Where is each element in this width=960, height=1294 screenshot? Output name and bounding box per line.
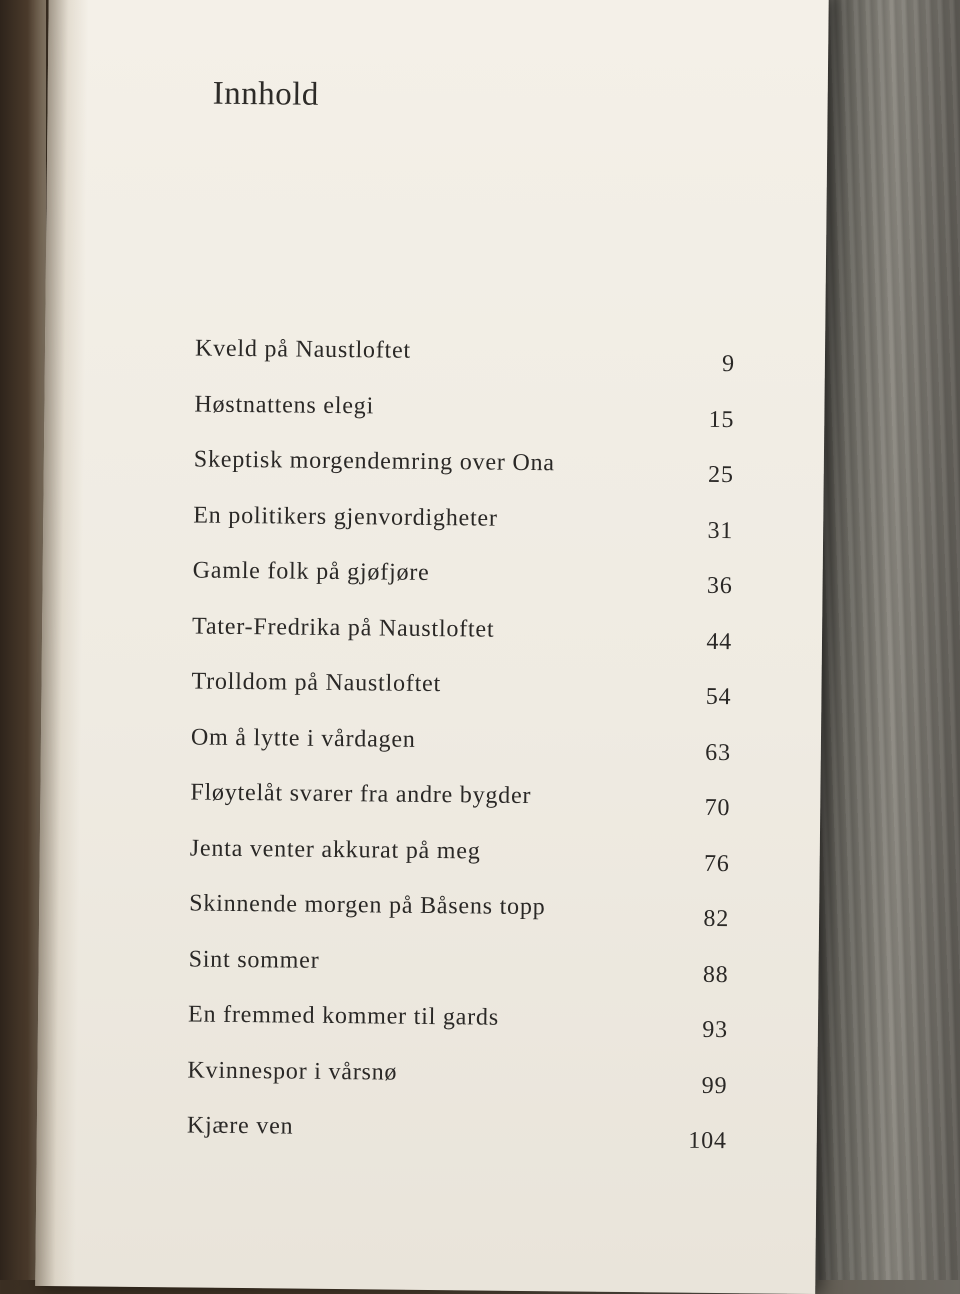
toc-entry-title: Kveld på Naustloftet [194,335,412,364]
toc-entry-page-number: 76 [703,850,730,877]
toc-entry-title: Skinnende morgen på Båsens topp [189,890,546,921]
toc-entry-title: Kvinnespor i vårsnø [187,1056,398,1086]
toc-entry [188,946,749,1007]
toc-entry-page-number: 63 [705,739,731,766]
toc-entry-title: Tater-Fredrika på Naustloftet [191,612,495,643]
toc-entry-title: En fremmed kommer til gards [187,1001,500,1031]
toc-entry [191,724,752,785]
toc-entry-title: Kjære ven [186,1112,294,1140]
toc-entry-page-number: 99 [701,1072,728,1099]
toc-entry [194,391,755,452]
page-title: Innhold [212,75,320,113]
table-of-contents [186,336,755,1174]
toc-entry-page-number: 104 [688,1127,727,1155]
toc-entry [187,1057,748,1118]
toc-entry-title: Om å lytte i vårdagen [190,723,416,753]
toc-entry-page-number: 93 [702,1016,729,1044]
toc-entry [190,779,751,840]
toc-entry [192,613,753,674]
toc-entry-page-number: 88 [702,961,729,988]
toc-entry-page-number: 15 [708,406,735,433]
toc-entry-title: Gamle folk på gjøfjøre [192,557,430,586]
toc-entry-page-number: 44 [706,628,733,655]
toc-entry [189,890,750,951]
toc-entry [195,336,756,397]
toc-entry-title: Trolldom på Naustloftet [191,668,442,698]
toc-entry-page-number: 36 [706,572,733,600]
toc-entry [193,446,754,507]
toc-entry-page-number: 9 [721,351,736,378]
toc-entry-page-number: 25 [707,461,734,489]
toc-entry [188,1001,749,1062]
toc-entry [186,1112,747,1173]
toc-entry-title: Jenta venter akkurat på meg [189,834,481,865]
toc-entry [193,502,754,563]
toc-entry-page-number: 82 [703,905,730,933]
toc-entry-page-number: 70 [704,794,731,822]
toc-entry-title: Sint sommer [188,945,320,974]
toc-entry-title: Høstnattens elegi [194,391,375,419]
toc-entry-title: Fløytelåt svarer fra andre bygder [190,779,532,810]
toc-entry-page-number: 54 [705,683,732,711]
toc-entry [191,668,752,729]
toc-entry-title: En politikers gjenvordigheter [193,501,498,532]
toc-entry [189,835,750,896]
toc-entry-page-number: 31 [707,517,734,544]
toc-entry-title: Skeptisk morgendemring over Ona [193,446,555,477]
toc-entry [192,557,753,618]
book-page [35,0,829,1294]
